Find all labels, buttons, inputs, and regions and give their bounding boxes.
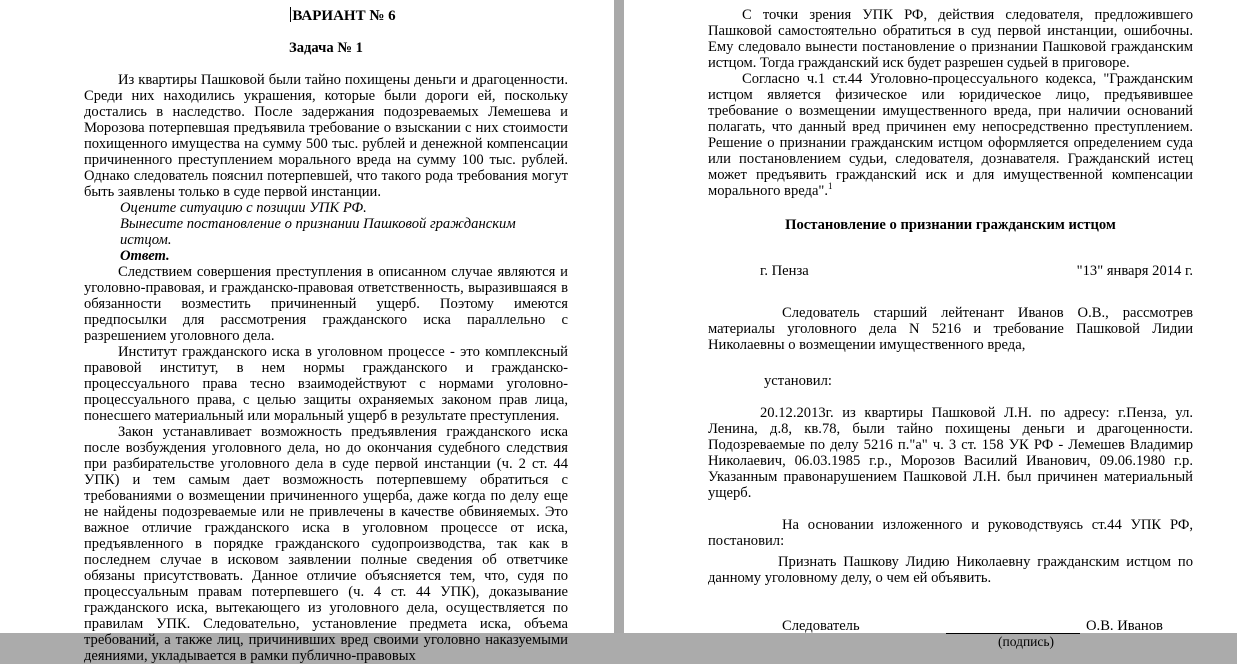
established-label: установил: (764, 373, 832, 389)
ruling-intro: На основании изложенного и руководствуясь ст.44 УПК РФ, постановил: (708, 517, 1193, 549)
signature-caption: (подпись) (998, 634, 1055, 649)
task-paragraph: Из квартиры Пашковой были тайно похищены деньги и драгоценности. Среди них находились украшения, которые были дороги ей, поскольку достались в наследство. После задержания подозреваемых Лемешева и Морозова потерпевшая предъявила требование о взыскании с них стоимости похищенного имущества на сумму 500 тыс. рублей и денежной компенсации причиненного преступлением морального вреда на сумму 100 тыс. рублей. Однако следователь пояснил потерпевшей, что такого рода требования могут быть заявлены только в суде первой инстанции. (84, 72, 568, 200)
signer-name: О.В. Иванов (1086, 618, 1163, 634)
document-page-right[interactable] (624, 0, 1237, 649)
footnote-marker[interactable]: 1 (828, 181, 833, 192)
page-content (84, 7, 568, 664)
answer-label: Ответ. (120, 248, 170, 264)
ruling-paragraph: Признать Пашкову Лидию Николаевну гражданским истцом по данному уголовному делу, о чем ей объявить. (708, 554, 1193, 586)
task-question-2: Вынесите постановление о признании Пашковой гражданским истцом. (120, 216, 516, 248)
answer-paragraph-1: Следствием совершения преступления в описанном случае являются и уголовно-правовая, и гражданско-правовая ответственность, выразившаяся в обязанности возместить причиненный ущерб. Поэтому имеются предпосылки для рассмотрения гражданского иска параллельно с разрешением уголовного дела. (84, 264, 568, 344)
answer-paragraph-2: Институт гражданского иска в уголовном процессе - это комплексный правовой институт, в нем нормы гражданского и гражданско-процессуального права тесно взаимодействуют с нормами уголовно-процессуального права, с целью защиты охраняемых законом прав лица, понесшего материальный или моральный ущерб в результате преступления. (84, 344, 568, 424)
task-question-1: Оцените ситуацию с позиции УПК РФ. (120, 200, 367, 216)
task-heading: Задача № 1 (289, 40, 363, 56)
decree-intro: Следователь старший лейтенант Иванов О.В., рассмотрев материалы уголовного дела N 5216 и требование Пашковой Лидии Николаевны о возмещении имущественного вреда, (708, 305, 1193, 353)
established-paragraph: 20.12.2013г. из квартиры Пашковой Л.Н. по адресу: г.Пенза, ул. Ленина, д.8, кв.78, были тайно похищены деньги и драгоценности. Подозреваемые по делу 5216 п."а" ч. 3 ст. 158 УК РФ - Лемешев Владимир Николаевич, 06.03.1985 г.р., Морозов Василий Иванович, 09.06.1980 г.р. Указанным правонарушением Пашковой Л.Н. был причинен материальный ущерб. (708, 405, 1193, 501)
decree-date: "13" января 2014 г. (1076, 263, 1193, 279)
page-gap (614, 0, 624, 633)
decree-title: Постановление о признании гражданским истцом (785, 217, 1116, 233)
signature-row (708, 618, 1193, 634)
variant-title: ВАРИАНТ № 6 (292, 8, 396, 24)
answer-paragraph-3: Закон устанавливает возможность предъявления гражданского иска после возбуждения уголовного дела, но до окончания судебного следствия при разбирательстве уголовного дела в суде первой инстанции (ч. 2 ст. 44 УПК) и тем самым дает возможность потерпевшему обратиться с требованиями о возмещении причиненного ущерба, даже когда по делу еще не найдены подозреваемые или не привлечены в качестве обвиняемых. Это важное отличие гражданского иска в уголовном процессе от иска, предъявленного в порядке гражданского судопроизводства, так как в последнем случае в исковом заявлении полные сведения об ответчике обязаны присутствовать. Данное отличие объясняется тем, что, судя по процессуальным правам потерпевшего (ч. 4 ст. 44 УПК), доказывание гражданского иска, вытекающего из уголовного дела, осуществляется по правилам УПК. Следовательно, установление предмета иска, объема требований, а также лиц, причинивших вред своими уголовно наказуемыми деяниями, укладывается в рамки публично-правовых (84, 424, 568, 664)
document-page-left[interactable] (0, 0, 614, 664)
signature-line (946, 619, 1080, 634)
page-content (708, 7, 1193, 650)
law-quote-paragraph (708, 71, 1193, 199)
signer-title: Следователь (782, 618, 860, 634)
place-date-row (708, 263, 1193, 279)
city: г. Пенза (760, 263, 809, 279)
law-quote-text: Согласно ч.1 ст.44 Уголовно-процессуального кодекса, "Гражданским истцом является физическое или юридическое лицо, предъявившее требование о возмещении имущественного вреда, при наличии оснований полагать, что данный вред причинен ему непосредственно преступлением. Решение о признании гражданским истцом оформляется определением суда или постановлением судьи, следователя, дознавателя. Гражданский истец может предъявить гражданский иск и для имущественной компенсации морального вреда". (708, 71, 1193, 199)
answer-paragraph-4: С точки зрения УПК РФ, действия следователя, предложившего Пашковой самостоятельно обратиться в суд первой инстанции, ошибочны. Ему следовало вынести постановление о признании Пашковой гражданским истцом. Тогда гражданский иск будет разрешен судьей в приговоре. (708, 7, 1193, 71)
